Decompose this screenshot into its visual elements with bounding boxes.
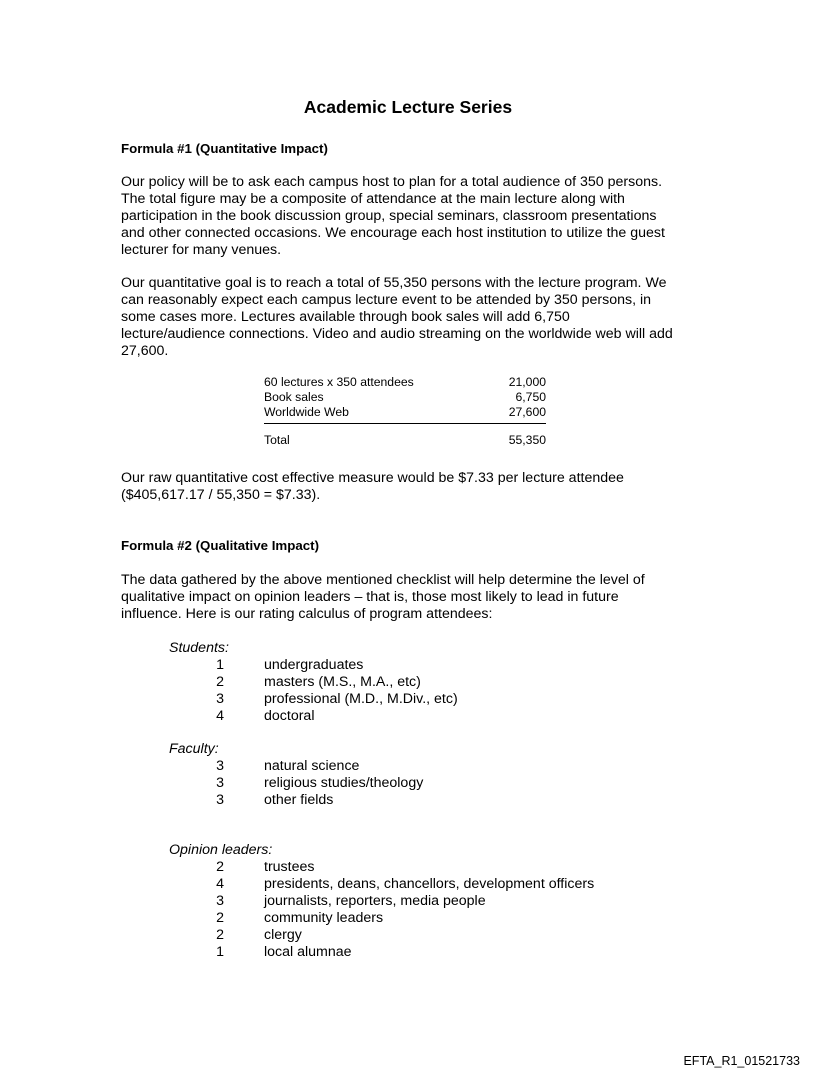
text-line: lecture/audience connections. Video and audio streaming on the worldwide web will add bbox=[121, 325, 673, 342]
rating-label: community leaders bbox=[264, 910, 384, 926]
rating-number: 3 bbox=[216, 893, 224, 909]
formula1-paragraph-2 bbox=[121, 275, 701, 360]
group-label-faculty: Faculty: bbox=[169, 741, 219, 757]
table-row-label: 60 lectures x 350 attendees bbox=[264, 375, 414, 389]
table-total-label: Total bbox=[264, 433, 290, 447]
rating-number: 1 bbox=[216, 657, 224, 673]
rating-number: 1 bbox=[216, 944, 224, 960]
rating-label: natural science bbox=[264, 758, 360, 774]
rating-label: professional (M.D., M.Div., etc) bbox=[264, 691, 458, 707]
rating-number: 2 bbox=[216, 859, 224, 875]
formula1-paragraph-3 bbox=[121, 470, 701, 504]
rating-number: 3 bbox=[216, 775, 224, 791]
text-line: ($405,617.17 / 55,350 = $7.33). bbox=[121, 486, 321, 503]
rating-number: 4 bbox=[216, 708, 224, 724]
text-line: influence. Here is our rating calculus of program attendees: bbox=[121, 605, 493, 622]
rating-label: trustees bbox=[264, 859, 315, 875]
rating-number: 2 bbox=[216, 927, 224, 943]
text-line: can reasonably expect each campus lecture event to be attended by 350 persons, in bbox=[121, 291, 652, 308]
rating-number: 2 bbox=[216, 674, 224, 690]
text-line: participation in the book discussion group, special seminars, classroom presentations bbox=[121, 207, 657, 224]
text-line: qualitative impact on opinion leaders – that is, those most likely to lead in future bbox=[121, 588, 619, 605]
table-total-row bbox=[264, 433, 546, 448]
table-row-label: Book sales bbox=[264, 390, 324, 404]
rating-label: presidents, deans, chancellors, development officers bbox=[264, 876, 595, 892]
table-row bbox=[264, 390, 546, 405]
rating-number: 4 bbox=[216, 876, 224, 892]
text-line: 27,600. bbox=[121, 342, 169, 359]
text-line: Our raw quantitative cost effective measure would be $7.33 per lecture attendee bbox=[121, 470, 624, 486]
rating-label: journalists, reporters, media people bbox=[264, 893, 486, 909]
text-line: The total figure may be a composite of attendance at the main lecture along with bbox=[121, 190, 625, 207]
formula1-heading: Formula #1 (Quantitative Impact) bbox=[121, 141, 328, 156]
rating-number: 3 bbox=[216, 691, 224, 707]
table-row-value: 21,000 bbox=[508, 375, 546, 389]
group-label-opinion-leaders: Opinion leaders: bbox=[169, 842, 273, 858]
rating-number: 3 bbox=[216, 792, 224, 808]
text-line: Our policy will be to ask each campus host to plan for a total audience of 350 persons. bbox=[121, 174, 663, 190]
rating-label: undergraduates bbox=[264, 657, 364, 673]
page-title: Academic Lecture Series bbox=[303, 97, 513, 117]
rating-label: local alumnae bbox=[264, 944, 352, 960]
rating-label: religious studies/theology bbox=[264, 775, 424, 791]
table-divider bbox=[264, 423, 546, 424]
document-id-footer: EFTA_R1_01521733 bbox=[683, 1054, 800, 1068]
group-label-students: Students: bbox=[169, 640, 229, 656]
table-row bbox=[264, 375, 546, 390]
table-row-value: 6,750 bbox=[515, 390, 546, 404]
text-line: some cases more. Lectures available through book sales will add 6,750 bbox=[121, 308, 570, 325]
formula1-paragraph-1 bbox=[121, 174, 701, 259]
text-line: lecturer for many venues. bbox=[121, 241, 282, 258]
formula2-paragraph-1 bbox=[121, 572, 701, 623]
text-line: and other connected occasions. We encourage each host institution to utilize the guest bbox=[121, 224, 665, 241]
text-line: The data gathered by the above mentioned checklist will help determine the level of bbox=[121, 572, 645, 588]
attendance-table bbox=[264, 375, 546, 448]
rating-label: clergy bbox=[264, 927, 302, 943]
rating-label: doctoral bbox=[264, 708, 315, 724]
rating-label: other fields bbox=[264, 792, 334, 808]
rating-number: 2 bbox=[216, 910, 224, 926]
text-line: Our quantitative goal is to reach a total of 55,350 persons with the lecture program. We bbox=[121, 275, 667, 291]
formula2-heading: Formula #2 (Qualitative Impact) bbox=[121, 538, 320, 553]
table-row-value: 27,600 bbox=[508, 405, 546, 419]
table-total-value: 55,350 bbox=[508, 433, 546, 447]
rating-label: masters (M.S., M.A., etc) bbox=[264, 674, 421, 690]
table-row bbox=[264, 405, 546, 420]
table-row-label: Worldwide Web bbox=[264, 405, 349, 419]
rating-number: 3 bbox=[216, 758, 224, 774]
